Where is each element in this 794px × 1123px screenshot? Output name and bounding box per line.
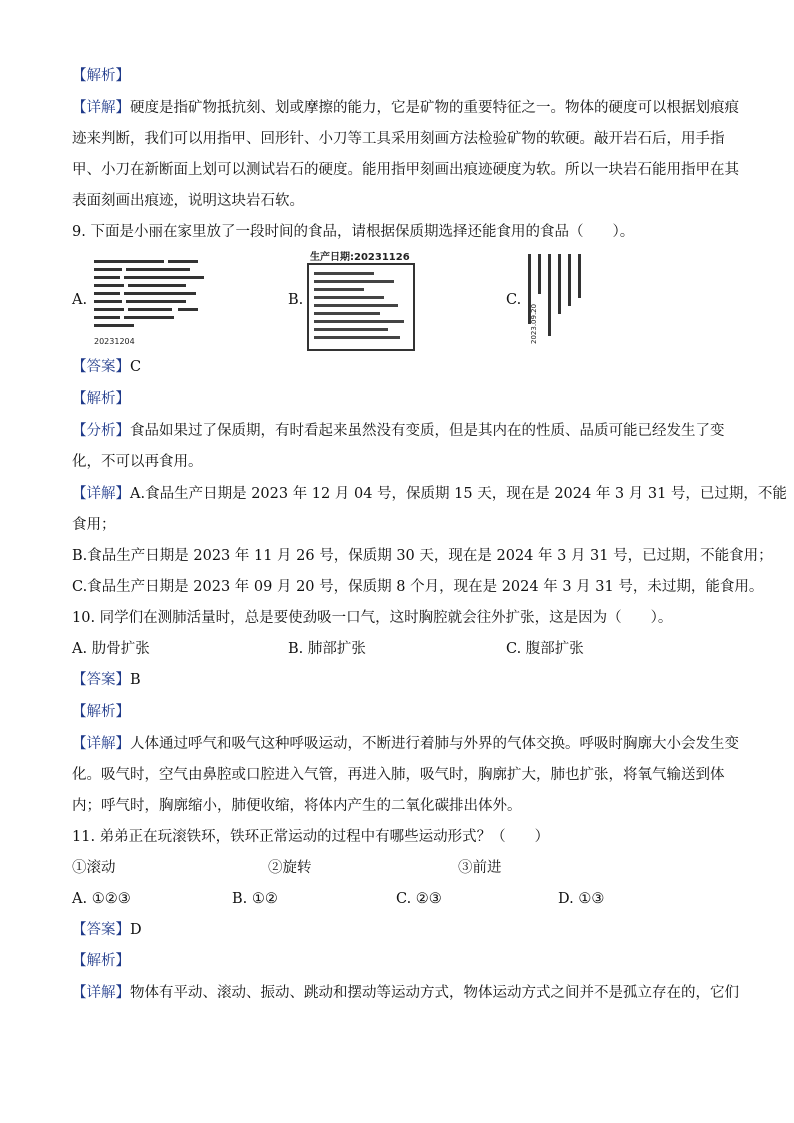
- q11-option-c: C. ②③: [396, 891, 442, 907]
- q11-stem: 11. 弟弟正在玩滚铁环，铁环正常运动的过程中有哪些运动形式？（ ）: [72, 829, 550, 845]
- q11-item-3: ③前进: [458, 860, 502, 876]
- q10-detail-line: 【详解】人体通过呼气和吸气这种呼吸运动，不断进行着肺与外界的气体交换。呼吸时胸廓大小会发生变: [72, 736, 739, 752]
- q9-label-image-a: [90, 252, 220, 350]
- detail-line: 甲、小刀在新断面上划可以测试岩石的硬度。能用指甲刻画出痕迹硬度为软。所以一块岩石能用指甲在其: [72, 162, 739, 178]
- q9-stem: 9. 下面是小丽在家里放了一段时间的食品，请根据保质期选择还能食用的食品（ ）。: [72, 224, 635, 240]
- q9-label-image-b: [306, 248, 418, 352]
- q10-stem: 10. 同学们在测肺活量时，总是要使劲吸一口气，这时胸腔就会往外扩张，这是因为（ ）。: [72, 610, 673, 626]
- q10-option-b: B. 肺部扩张: [288, 641, 366, 657]
- q9-option-a-label: A.: [72, 292, 88, 308]
- detail-tag: 【详解】: [72, 100, 130, 116]
- q10-answer: 【答案】B: [72, 672, 141, 688]
- q9-image-a-date: 20231204: [94, 337, 135, 346]
- q10-detail-line: 化。吸气时，空气由鼻腔或口腔进入气管，再进入肺，吸气时，胸廓扩大，肺也扩张，将氧气输送到体: [72, 767, 725, 783]
- q11-detail-line: 【详解】物体有平动、滚动、振动、跳动和摆动等运动方式，物体运动方式之间并不是孤立存在的，它们: [72, 985, 739, 1001]
- q11-analysis-heading: 【解析】: [72, 953, 130, 969]
- q11-option-a: A. ①②③: [72, 891, 131, 907]
- q9-fenxi-line: 化，不可以再食用。: [72, 454, 203, 470]
- q9-fenxi-line: 【分析】食品如果过了保质期，有时看起来虽然没有变质，但是其内在的性质、品质可能已经发生了变: [72, 423, 725, 439]
- q11-option-b: B. ①②: [232, 891, 278, 907]
- q10-option-c: C. 腹部扩张: [506, 641, 584, 657]
- q10-option-a: A. 肋骨扩张: [72, 641, 150, 657]
- q9-label-image-c: [522, 250, 592, 348]
- q11-item-2: ②旋转: [268, 860, 312, 876]
- q9-answer: 【答案】C: [72, 359, 142, 375]
- detail-line: 表面刻画出痕迹，说明这块岩石软。: [72, 193, 304, 209]
- q9-detail-line: C.食品生产日期是 2023 年 09 月 20 号，保质期 8 个月，现在是 2024 年 3 月 31 号，未过期，能食用。: [72, 579, 764, 595]
- q9-option-b-label: B.: [288, 292, 304, 308]
- detail-line: 【详解】硬度是指矿物抵抗刻、划或摩擦的能力，它是矿物的重要特征之一。物体的硬度可以根据划痕痕: [72, 100, 739, 116]
- q11-item-1: ①滚动: [72, 860, 116, 876]
- q9-image-b-title: 生产日期:20231126: [310, 252, 410, 263]
- q9-detail-line: 【详解】A.食品生产日期是 2023 年 12 月 04 号，保质期 15 天，现在是 2024 年 3 月 31 号，已过期，不能: [72, 486, 787, 502]
- q9-analysis-heading: 【解析】: [72, 391, 130, 407]
- q9-detail-line: 食用；: [72, 517, 116, 533]
- q9-image-c-date: 2023.09.20: [530, 303, 538, 344]
- analysis-heading: 【解析】: [72, 68, 130, 84]
- q10-analysis-heading: 【解析】: [72, 704, 130, 720]
- q10-detail-line: 内；呼气时，胸廓缩小，肺便收缩，将体内产生的二氧化碳排出体外。: [72, 798, 522, 814]
- q9-option-c-label: C.: [506, 292, 522, 308]
- q11-option-d: D. ①③: [558, 891, 605, 907]
- q9-detail-line: B.食品生产日期是 2023 年 11 月 26 号，保质期 30 天，现在是 2024 年 3 月 31 号，已过期，不能食用；: [72, 548, 773, 564]
- q11-answer: 【答案】D: [72, 922, 142, 938]
- detail-line: 迹来判断，我们可以用指甲、回形针、小刀等工具采用刻画方法检验矿物的软硬。敲开岩石后，用手指: [72, 131, 725, 147]
